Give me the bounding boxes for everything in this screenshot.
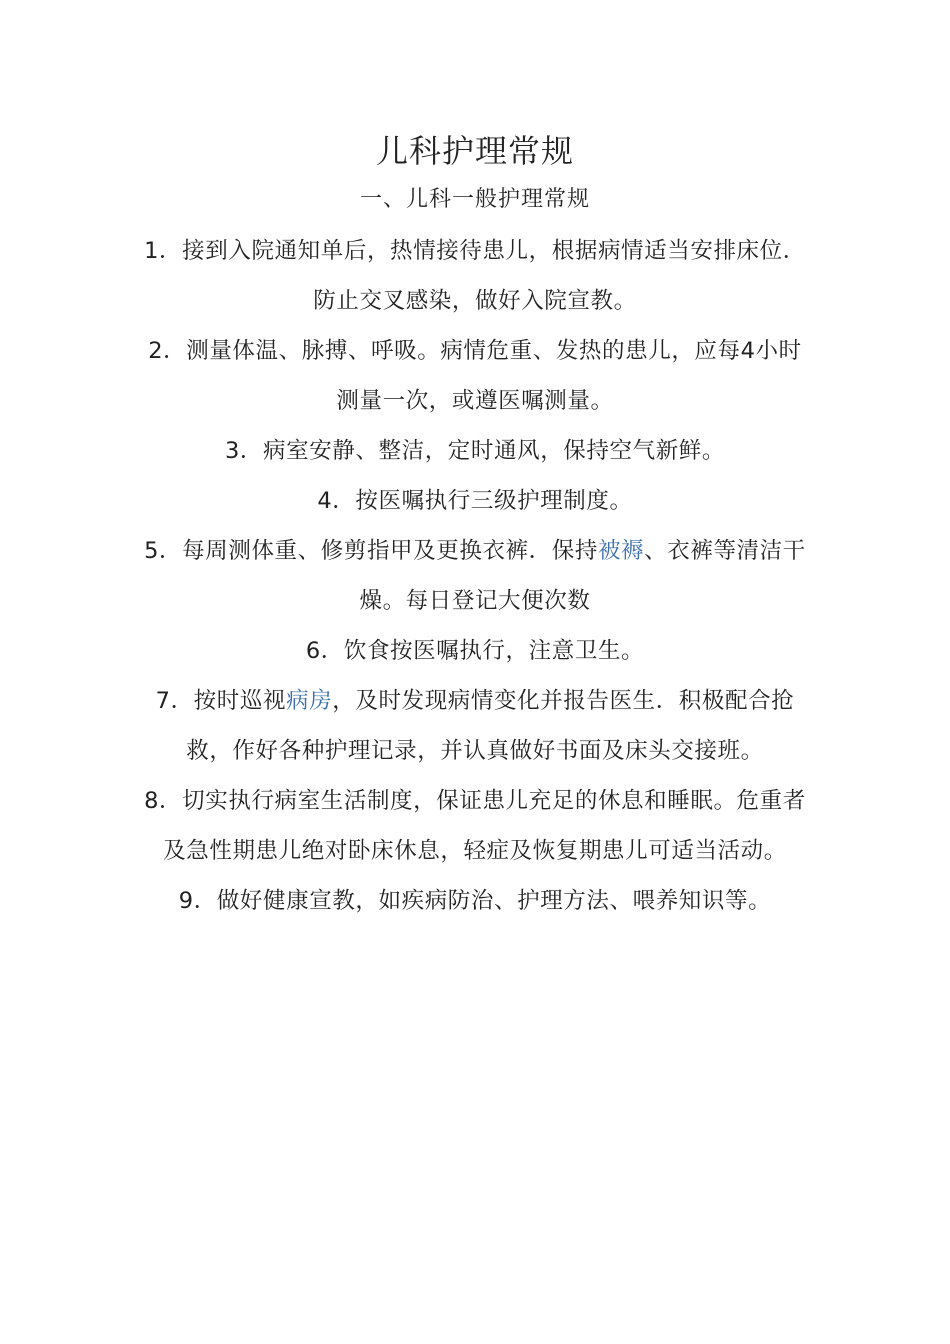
list-item-7 xyxy=(140,676,810,776)
list-item-1: 1．接到入院通知单后，热情接待患儿，根据病情适当安排床位．防止交叉感染，做好入院宣教。 xyxy=(144,238,806,314)
bedding-link[interactable]: 被褥 xyxy=(597,538,645,564)
list-item-5-text-before: 5．每周测体重、修剪指甲及更换衣裤．保持 xyxy=(144,538,598,564)
ward-link[interactable]: 病房 xyxy=(286,688,333,714)
list-item-7-text-after: ，及时发现病情变化并报告医生．积极配合抢救，作好各种护理记录，并认真做好书面及床头交接班。 xyxy=(186,688,795,764)
list-item-8: 8．切实执行病室生活制度，保证患儿充足的休息和睡眠。危重者及急性期患儿绝对卧床休息，轻症及恢复期患儿可适当活动。 xyxy=(144,788,806,864)
list-item-7-text-before: 7．按时巡视 xyxy=(155,688,287,714)
list-item-6: 6．饮食按医嘱执行，注意卫生。 xyxy=(305,638,645,664)
section-heading: 一、儿科一般护理常规 xyxy=(359,187,590,212)
list-item-5 xyxy=(140,526,810,626)
document-body xyxy=(140,226,810,926)
list-item-9: 9．做好健康宣教，如疾病防治、护理方法、喂养知识等。 xyxy=(178,888,772,914)
list-item-3: 3．病室安静、整洁，定时通风，保持空气新鲜。 xyxy=(224,438,726,464)
list-item-4: 4．按医嘱执行三级护理制度。 xyxy=(317,488,633,514)
list-item-2: 2．测量体温、脉搏、呼吸。病情危重、发热的患儿，应每4小时测量一次，或遵医嘱测量。 xyxy=(148,338,802,414)
document-title: 儿科护理常规 xyxy=(375,132,574,170)
list-item-5-text-after: 、衣裤等清洁干燥。每日登记大便次数 xyxy=(359,538,806,614)
